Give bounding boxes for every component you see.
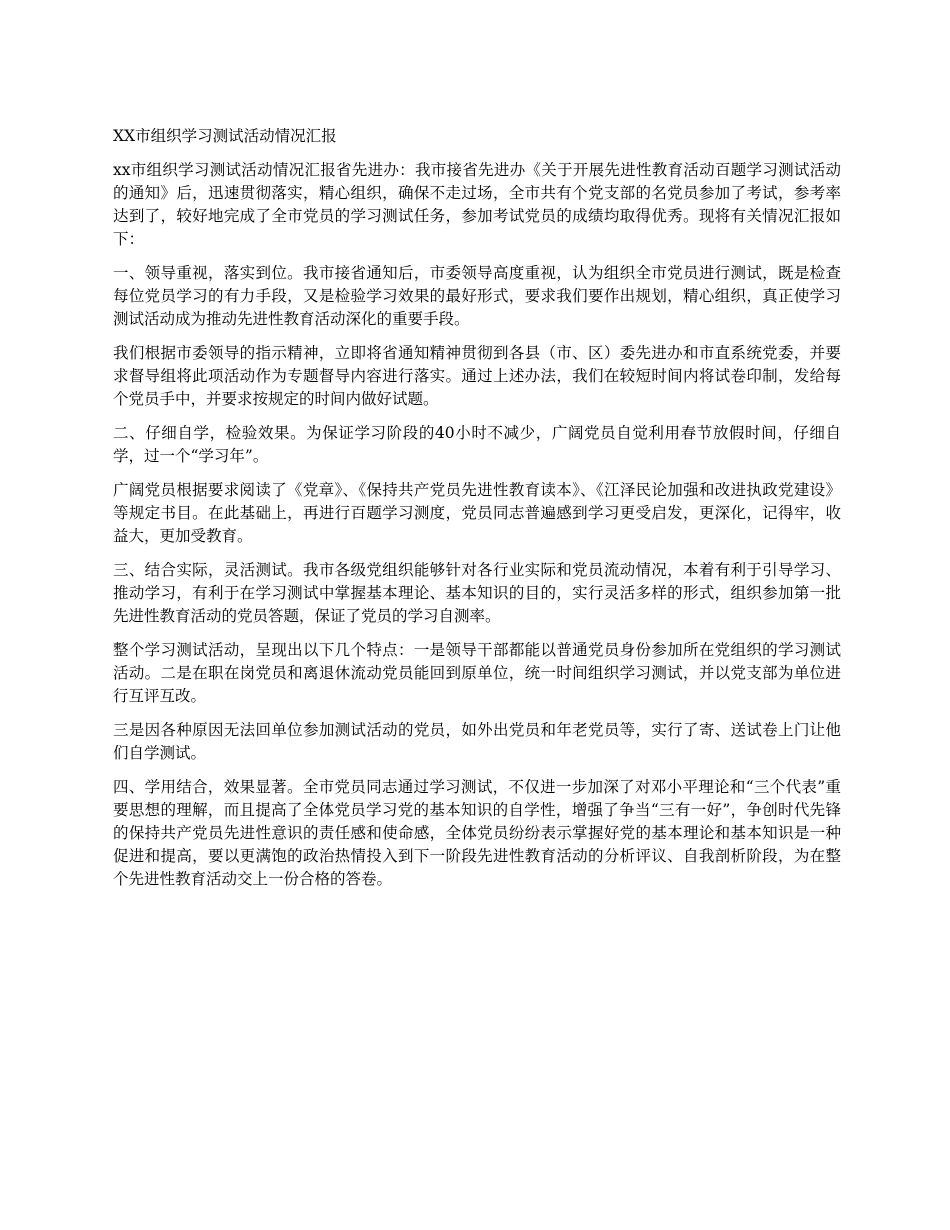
paragraph-section-3-detail: 三是因各种原因无法回单位参加测试活动的党员，如外出党员和年老党员等，实行了寄、送试卷上门让他们自学测试。	[113, 721, 841, 762]
document-page	[113, 124, 841, 902]
paragraph-intro: xx市组织学习测试活动情况汇报省先进办：我市接省先进办《关于开展先进性教育活动百题学习测试活动的通知》后，迅速贯彻落实，精心组织，确保不走过场，全市共有个党支部的名党员参加了考试，参考率达到了，较好地完成了全市党员的学习测试任务，参加考试党员的成绩均取得优秀。现将有关情况汇报如下：	[113, 161, 841, 248]
paragraph-section-2: 二、仔细自学，检验效果。为保证学习阶段的40小时不减少，广阔党员自觉利用春节放假时间，仔细自学，过一个“学习年”。	[113, 424, 841, 465]
document-title: XX市组织学习测试活动情况汇报	[113, 127, 337, 145]
paragraph-section-4: 四、学用结合，效果显著。全市党员同志通过学习测试，不仅进一步加深了对邓小平理论和“三个代表”重要思想的理解，而且提高了全体党员学习党的基本知识的自学性，增强了争当“三有一好”，争创时代先锋的保持共产党员先进性意识的责任感和使命感，全体党员纷纷表示掌握好党的基本理论和基本知识是一种促进和提高，要以更满饱的政治热情投入到下一阶段先进性教育活动的分析评议、自我剖析阶段，为在整个先进性教育活动交上一份合格的答卷。	[113, 778, 841, 888]
paragraph-section-2-detail: 广阔党员根据要求阅读了《党章》、《保持共产党员先进性教育读本》、《江泽民论加强和改进执政党建设》等规定书目。在此基础上，再进行百题学习测度，党员同志普遍感到学习更受启发，更深化，记得牢，收益大，更加受教育。	[113, 481, 841, 545]
paragraph-section-3-features: 整个学习测试活动，呈现出以下几个特点：一是领导干部都能以普通党员身份参加所在党组织的学习测试活动。二是在职在岗党员和离退休流动党员能回到原单位，统一时间组织学习测试，并以党支部为单位进行互评互改。	[113, 641, 841, 705]
paragraph-section-1: 一、领导重视，落实到位。我市接省通知后，市委领导高度重视，认为组织全市党员进行测试，既是检查每位党员学习的有力手段，又是检验学习效果的最好形式，要求我们要作出规划，精心组织，真正使学习测试活动成为推动先进性教育活动深化的重要手段。	[113, 264, 841, 328]
paragraph-section-3: 三、结合实际，灵活测试。我市各级党组织能够针对各行业实际和党员流动情况，本着有利于引导学习、推动学习，有利于在学习测试中掌握基本理论、基本知识的目的，实行灵活多样的形式，组织参加第一批先进性教育活动的党员答题，保证了党员的学习自测率。	[113, 561, 841, 625]
paragraph-section-1-detail: 我们根据市委领导的指示精神，立即将省通知精神贯彻到各县（市、区）委先进办和市直系统党委，并要求督导组将此项活动作为专题督导内容进行落实。通过上述办法，我们在较短时间内将试卷印制，发给每个党员手中，并要求按规定的时间内做好试题。	[113, 344, 841, 408]
